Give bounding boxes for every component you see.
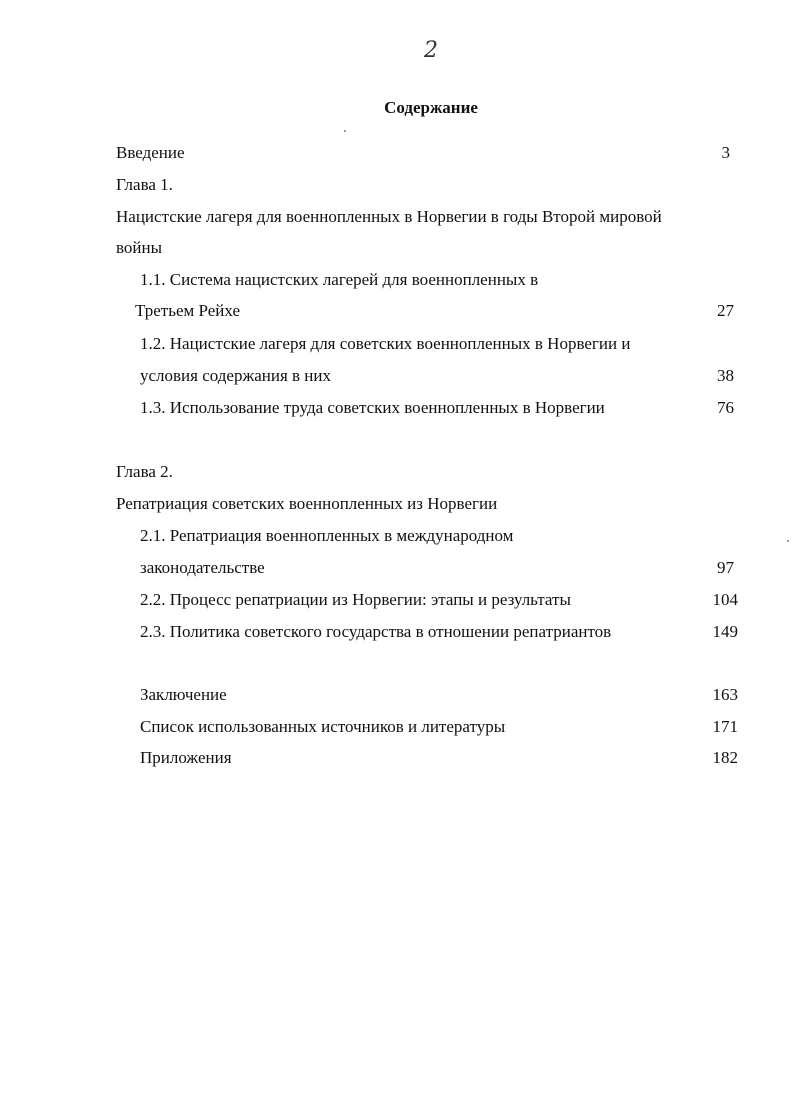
toc-section-2-1-line2: законодательстве [140,558,265,577]
toc-intro-label: Введение [116,143,185,162]
toc-section-1-3-line1: 1.3. Использование труда советских военнопленных в Норвегии [140,398,605,417]
scan-speck [344,130,346,132]
toc-section-2-3-line1: 2.3. Политика советского государства в отношении репатриантов [140,622,612,641]
chapter2-heading: Глава 2. [116,462,173,481]
chapter1-heading: Глава 1. [116,175,173,194]
chapter1-title-line2: войны [116,238,163,257]
toc-sources-label: Список использованных источников и литературы [140,717,506,736]
scan-speck [787,540,789,542]
toc-section-1-2-line1: 1.2. Нацистские лагеря для советских военнопленных в Норвегии и [140,334,631,353]
toc-section-2-2-page: 104 [712,590,738,609]
toc-conclusion-page: 163 [712,685,738,704]
toc-section-1-2-line2: условия содержания в них [140,366,332,385]
toc-section-1-3-page: 76 [717,398,734,417]
toc-section-1-1-page: 27 [717,301,734,320]
toc-appendices-label: Приложения [140,748,232,767]
toc-section-1-1-line1: 1.1. Система нацистских лагерей для военнопленных в [140,270,539,289]
chapter2-title-line1: Репатриация советских военнопленных из Норвегии [116,494,498,513]
chapter1-title-line1: Нацистские лагеря для военнопленных в Норвегии в годы Второй мировой [116,207,662,226]
toc-conclusion-label: Заключение [140,685,227,704]
toc-section-2-1-page: 97 [717,558,734,577]
toc-section-1-2-page: 38 [717,366,734,385]
toc-section-2-1-line1: 2.1. Репатриация военнопленных в международном [140,526,514,545]
toc-intro-page: 3 [721,143,730,162]
toc-section-2-3-page: 149 [712,622,738,641]
toc-section-2-2-line1: 2.2. Процесс репатриации из Норвегии: этапы и результаты [140,590,571,609]
toc-section-1-1-line2: Третьем Рейхе [135,301,241,320]
page-title: Содержание [384,98,478,117]
toc-appendices-page: 182 [712,748,738,767]
toc-sources-page: 171 [712,717,738,736]
handwritten-page-number: 2 [424,38,438,63]
